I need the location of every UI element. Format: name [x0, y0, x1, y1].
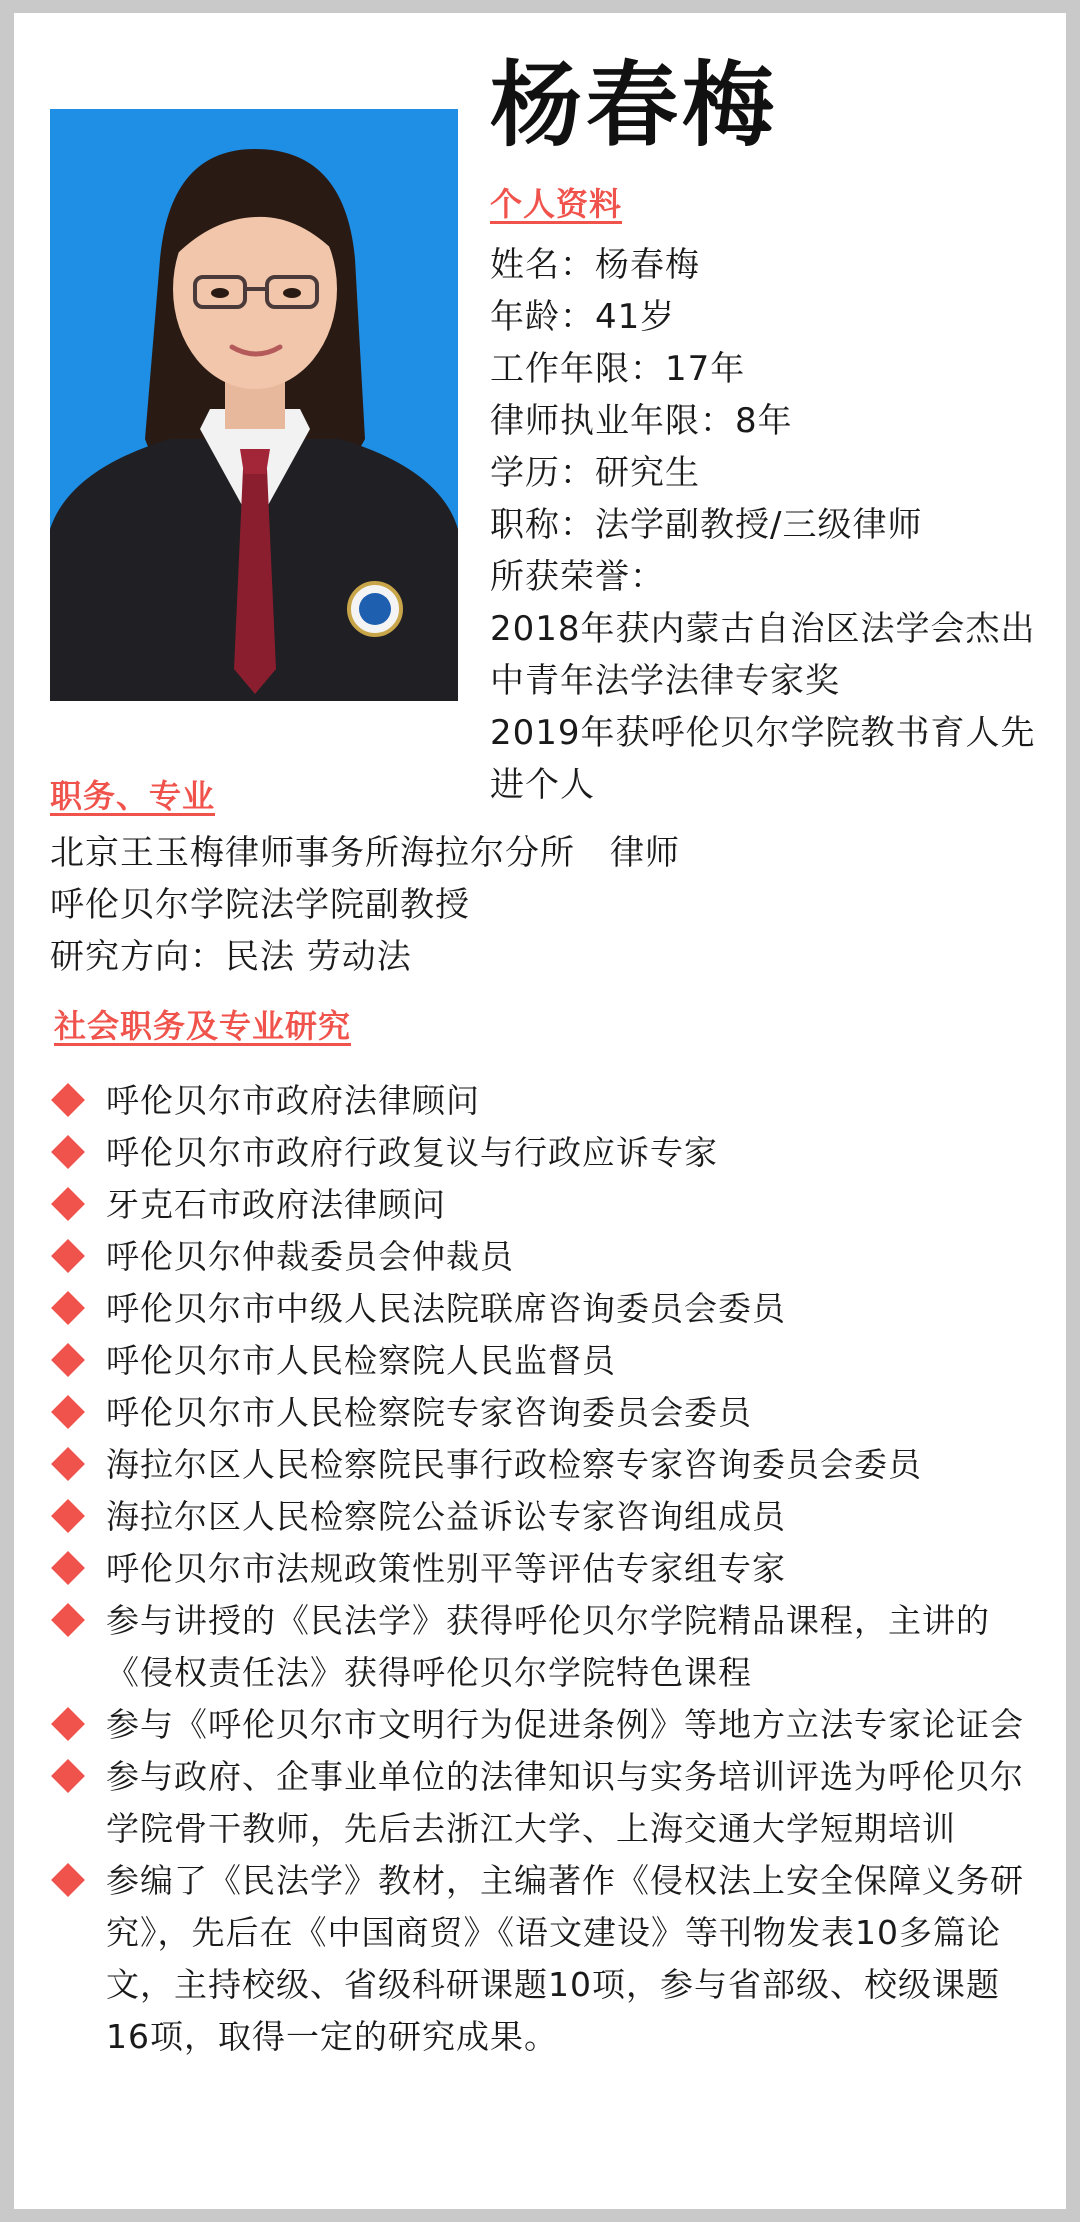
list-item: [50, 1387, 1040, 1439]
profile-line-lawyer-years: 律师执业年限：8年: [490, 401, 793, 441]
list-item-text: 参与讲授的《民法学》获得呼伦贝尔学院精品课程，主讲的《侵权责任法》获得呼伦贝尔学院特色课程: [106, 1601, 990, 1692]
list-item-text: 呼伦贝尔仲裁委员会仲裁员: [106, 1237, 514, 1276]
duties-list: [50, 827, 680, 983]
list-item-text: 参与《呼伦贝尔市文明行为促进条例》等地方立法专家论证会: [106, 1705, 1024, 1744]
list-item: [50, 1439, 1040, 1491]
duty-line: 研究方向：民法 劳动法: [50, 937, 412, 977]
portrait-illustration: [50, 109, 458, 701]
diamond-bullet-icon: [51, 1083, 85, 1117]
list-item: [50, 1231, 1040, 1283]
profile-line-honor-2018: 2018年获内蒙古自治区法学会杰出中青年法学法律专家奖: [490, 609, 1036, 701]
duties-heading: 职务、专业: [50, 777, 216, 815]
list-item-text: 呼伦贝尔市政府行政复议与行政应诉专家: [106, 1133, 718, 1172]
diamond-bullet-icon: [51, 1759, 85, 1793]
list-item-text: 牙克石市政府法律顾问: [106, 1185, 446, 1224]
list-item: [50, 1595, 1040, 1699]
diamond-bullet-icon: [51, 1603, 85, 1637]
list-item-text: 呼伦贝尔市人民检察院专家咨询委员会委员: [106, 1393, 752, 1432]
list-item: [50, 1283, 1040, 1335]
diamond-bullet-icon: [51, 1239, 85, 1273]
profile-line-education: 学历：研究生: [490, 453, 700, 493]
diamond-bullet-icon: [51, 1707, 85, 1741]
profile-heading: 个人资料: [490, 185, 623, 223]
list-item-text: 参与政府、企事业单位的法律知识与实务培训评选为呼伦贝尔学院骨干教师，先后去浙江大学、上海交通大学短期培训: [106, 1757, 1024, 1848]
diamond-bullet-icon: [51, 1187, 85, 1221]
diamond-bullet-icon: [51, 1447, 85, 1481]
list-item: [50, 1179, 1040, 1231]
social-list: [50, 1075, 1040, 2063]
profile-line-age: 年龄：41岁: [490, 297, 676, 337]
diamond-bullet-icon: [51, 1291, 85, 1325]
profile-line-name: 姓名：杨春梅: [490, 245, 700, 285]
list-item-text: 海拉尔区人民检察院民事行政检察专家咨询委员会委员: [106, 1445, 922, 1484]
list-item: [50, 1127, 1040, 1179]
list-item: [50, 1543, 1040, 1595]
diamond-bullet-icon: [51, 1135, 85, 1169]
list-item-text: 呼伦贝尔市人民检察院人民监督员: [106, 1341, 616, 1380]
diamond-bullet-icon: [51, 1551, 85, 1585]
portrait-photo: [50, 109, 458, 701]
list-item: [50, 1751, 1040, 1855]
list-item: [50, 1491, 1040, 1543]
profile-card: [14, 13, 1066, 2209]
profile-line-honors-label: 所获荣誉：: [490, 557, 665, 597]
list-item-text: 呼伦贝尔市政府法律顾问: [106, 1081, 480, 1120]
diamond-bullet-icon: [51, 1863, 85, 1897]
diamond-bullet-icon: [51, 1395, 85, 1429]
profile-list: [490, 239, 1050, 811]
diamond-bullet-icon: [51, 1343, 85, 1377]
person-name: 杨春梅: [490, 51, 779, 159]
list-item-text: 呼伦贝尔市中级人民法院联席咨询委员会委员: [106, 1289, 786, 1328]
profile-line-honor-2019: 2019年获呼伦贝尔学院教书育人先进个人: [490, 713, 1036, 805]
duty-line: 呼伦贝尔学院法学院副教授: [50, 885, 470, 925]
list-item: [50, 1335, 1040, 1387]
diamond-bullet-icon: [51, 1499, 85, 1533]
profile-line-title: 职称：法学副教授/三级律师: [490, 505, 923, 545]
list-item: [50, 1855, 1040, 2063]
list-item-text: 海拉尔区人民检察院公益诉讼专家咨询组成员: [106, 1497, 786, 1536]
list-item: [50, 1699, 1040, 1751]
list-item-text: 参编了《民法学》教材，主编著作《侵权法上安全保障义务研究》，先后在《中国商贸》《语文建设》等刊物发表10多篇论文，主持校级、省级科研课题10项，参与省部级、校级课题16项，取得一定的研究成果。: [106, 1861, 1024, 2056]
social-heading: 社会职务及专业研究: [54, 1007, 352, 1045]
list-item: [50, 1075, 1040, 1127]
profile-line-work-years: 工作年限：17年: [490, 349, 746, 389]
list-item-text: 呼伦贝尔市法规政策性别平等评估专家组专家: [106, 1549, 786, 1588]
duty-line: 北京王玉梅律师事务所海拉尔分所 律师: [50, 833, 680, 873]
